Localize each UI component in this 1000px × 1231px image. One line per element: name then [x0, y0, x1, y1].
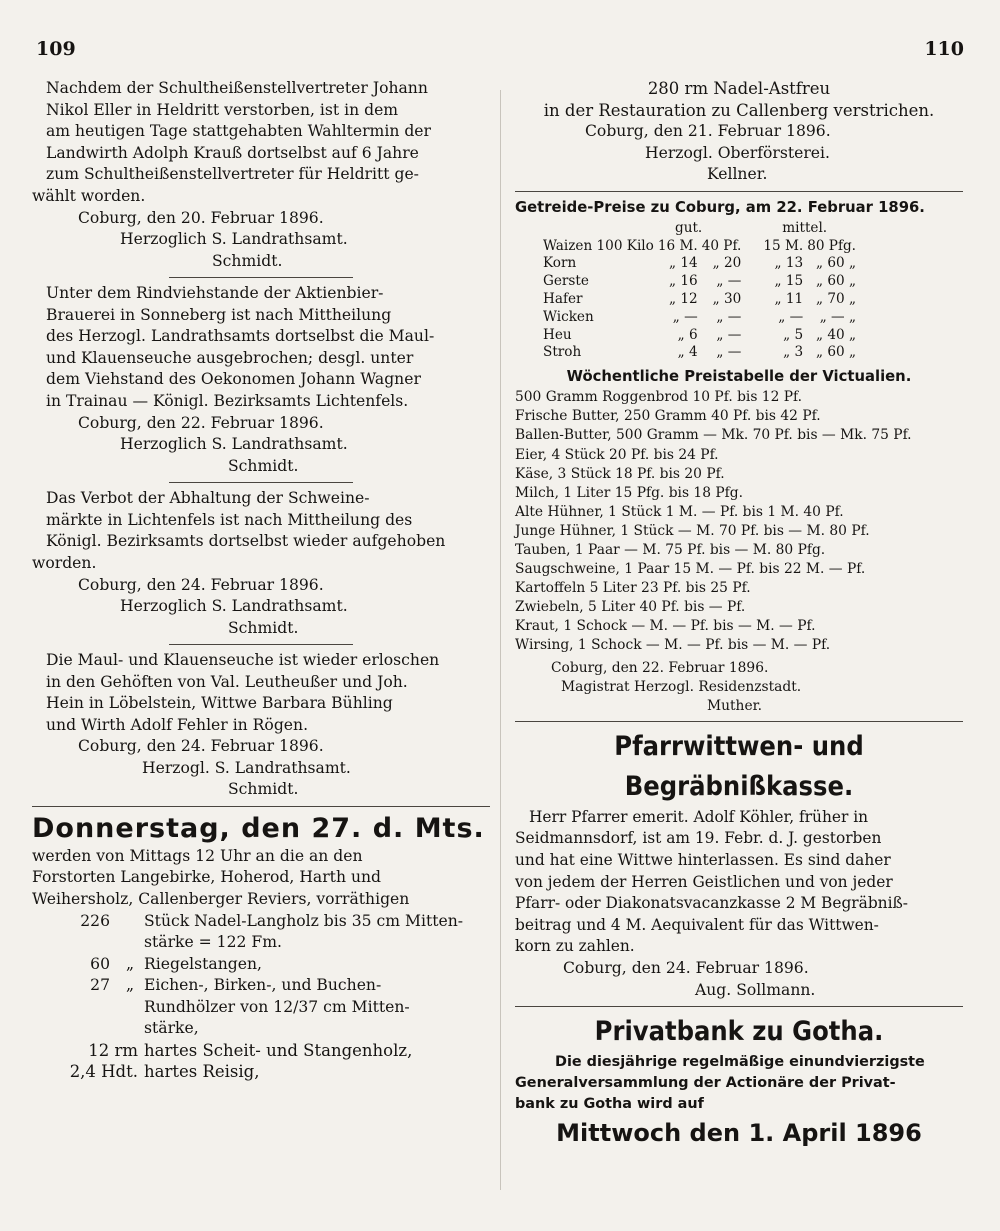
right-column: [515, 78, 963, 1149]
table-row: [543, 327, 860, 345]
lot-mark: „: [125, 954, 135, 973]
notice-office: Herzoglich S. Landrathsamt.: [120, 597, 348, 615]
lot-qty: [32, 997, 116, 1019]
text-line: Königl. Bezirksamts dortselbst wieder aufgehoben: [46, 532, 446, 551]
cell: „ —: [716, 326, 742, 343]
cell: Korn: [543, 255, 577, 272]
cell: 80 Pfg.: [807, 237, 857, 254]
table-row: [543, 273, 860, 291]
cell: „ —: [716, 273, 742, 290]
notice-signer: Schmidt.: [228, 618, 299, 637]
notice-signer: Schmidt.: [212, 251, 283, 270]
lot-text: hartes Reisig,: [144, 1062, 260, 1082]
notice-body: [32, 846, 490, 911]
text-line: Unter dem Rindviehstande der Aktienbier-: [46, 284, 384, 303]
lot-mark: „: [125, 976, 135, 995]
table-row: [543, 255, 860, 273]
column-divider: [500, 90, 501, 1190]
text-line: und Wirth Adolf Fehler in Rögen.: [46, 715, 309, 734]
lot-qty: [32, 1018, 116, 1040]
victualien-title: Wöchentliche Preistabelle der Victualien.: [566, 368, 912, 386]
cell: Gerste: [543, 273, 589, 290]
text-line: Hein in Löbelstein, Wittwe Barbara Bühling: [46, 694, 393, 713]
text-line: Das Verbot der Abhaltung der Schweine-: [46, 489, 370, 508]
text-line: bank zu Gotha wird auf: [515, 1096, 704, 1113]
cell: 15 M.: [763, 237, 804, 254]
text-line: Seidmannsdorf, ist am 19. Febr. d. J. gestorben: [515, 829, 882, 848]
text-line: Nachdem der Schultheißenstellvertreter Johann: [46, 79, 428, 97]
text-line: und hat eine Wittwe hinterlassen. Es sind daher: [515, 851, 891, 870]
divider: [169, 644, 352, 645]
list-item: Saugschweine, 1 Paar 15 M. — Pf. bis 22 M. — Pf.: [515, 561, 866, 578]
list-item: Tauben, 1 Paar — M. 75 Pf. bis — M. 80 Pfg.: [515, 542, 826, 559]
cell: „ —: [716, 308, 742, 325]
text-line: von jedem der Herren Geistlichen und von jeder: [515, 872, 893, 891]
lot-mark: [116, 932, 144, 954]
notice-pfarrwittwen: [515, 727, 963, 1001]
cell: „ 60 „: [815, 255, 857, 272]
notice-date: Coburg, den 20. Februar 1896.: [78, 208, 324, 227]
notice-office: Magistrat Herzogl. Residenzstadt.: [561, 678, 802, 695]
notice-signer: Kellner.: [707, 165, 768, 184]
lot-text: Riegelstangen,: [144, 954, 262, 973]
price-table: [543, 238, 860, 363]
notice-body: [515, 807, 963, 958]
notice-seuche: [32, 283, 490, 477]
lot-qty: [32, 932, 116, 954]
list-item: Eier, 4 Stück 20 Pf. bis 24 Pf.: [515, 446, 719, 463]
cell: „ 60 „: [815, 273, 857, 290]
notice-privatbank: [515, 1012, 963, 1149]
text-line: zum Schultheißenstellvertreter für Heldritt ge-: [46, 165, 419, 184]
cell: Wicken: [543, 308, 594, 325]
text-line: Generalversammlung der Actionäre der Privat-: [515, 1075, 896, 1092]
pfarr-headline: Pfarrwittwen- und Begräbnißkasse.: [614, 730, 864, 802]
cell: „ 20: [712, 255, 742, 272]
notice-date: Coburg, den 21. Februar 1896.: [585, 122, 831, 141]
cell: „ 15: [774, 273, 804, 290]
lot-text: Rundhölzer von 12/37 cm Mitten-: [144, 997, 410, 1016]
text-line: Landwirth Adolph Krauß dortselbst auf 6 Jahre: [46, 143, 419, 162]
cell: „ 3: [783, 344, 804, 361]
lot-text: stärke = 122 Fm.: [144, 933, 282, 952]
list-item: Ballen-Butter, 500 Gramm — Mk. 70 Pf. bis — Mk. 75 Pf.: [515, 427, 912, 444]
cell: „ —: [716, 344, 742, 361]
divider: [515, 191, 963, 192]
victualien-list: [515, 388, 963, 655]
cell: „ 30: [712, 291, 742, 308]
getreide-preise: [515, 197, 963, 363]
auction-headline: Donnerstag, den 27. d. Mts.: [32, 812, 485, 844]
list-item: Kartoffeln 5 Liter 23 Pf. bis 25 Pf.: [515, 580, 751, 597]
cell: „ 14: [669, 255, 698, 272]
notice-body: [32, 283, 490, 413]
cell: „ —: [778, 308, 804, 325]
price-table-title: Getreide-Preise zu Coburg, am 22. Februar 1896.: [515, 198, 925, 216]
table-row: [543, 309, 860, 327]
notice-office: Herzoglich S. Landrathsamt.: [120, 435, 348, 454]
cell: „ 70 „: [815, 291, 857, 308]
lot-text: hartes Scheit- und Stangenholz,: [144, 1040, 413, 1060]
cell: „ 5: [783, 326, 804, 343]
text-line: in den Gehöften von Val. Leutheußer und Joh.: [46, 672, 408, 691]
text-line: Forstorten Langebirke, Hoherod, Harth und: [32, 868, 382, 887]
divider: [515, 721, 963, 722]
notice-office: Herzogl. Oberförsterei.: [645, 143, 830, 162]
text-line: Weihersholz, Callenberger Reviers, vorräthigen: [32, 890, 410, 909]
cell: „ 4: [677, 344, 698, 361]
list-item: Zwiebeln, 5 Liter 40 Pf. bis — Pf.: [515, 599, 746, 616]
notice-schweinemaerkte: [32, 488, 490, 639]
meeting-date: Mittwoch den 1. April 1896: [556, 1119, 922, 1148]
list-item: Frische Butter, 250 Gramm 40 Pf. bis 42 Pf.: [515, 408, 821, 425]
notice-date: Coburg, den 24. Februar 1896.: [78, 737, 324, 756]
notice-office: Herzogl. S. Landrathsamt.: [142, 758, 351, 777]
divider: [169, 277, 352, 278]
text-line: korn zu zahlen.: [515, 937, 635, 956]
text-line: worden.: [32, 553, 97, 572]
notice-signer: Schmidt.: [228, 780, 299, 799]
list-item: Junge Hühner, 1 Stück — M. 70 Pf. bis — M. 80 Pf.: [515, 522, 870, 539]
text-line: in Trainau — Königl. Bezirksamts Lichtenfels.: [46, 392, 409, 411]
notice-erloschen: [32, 650, 490, 801]
text-line: Pfarr- oder Diakonatsvacanzkasse 2 M Begräbniß-: [515, 894, 909, 913]
lot-mark: [116, 1018, 144, 1040]
notice-holzversteigerung: [32, 812, 490, 1083]
cell: „ 40 „: [815, 326, 857, 343]
text-line: des Herzogl. Landrathsamts dortselbst die Maul-: [46, 327, 435, 346]
notice-body: [515, 78, 963, 121]
text-line: am heutigen Tage stattgehabten Wahltermin der: [46, 122, 431, 141]
text-line: Nikol Eller in Heldritt verstorben, ist in dem: [46, 100, 399, 119]
lot-mark: [116, 997, 144, 1019]
notice-astfreu: [515, 78, 963, 186]
cell: Heu: [543, 326, 572, 343]
cell: „ —: [672, 308, 698, 325]
column-label: mittel.: [782, 219, 828, 236]
lot-list-2: [32, 1040, 490, 1083]
lot-qty: 2,4 Hdt.: [69, 1062, 138, 1082]
text-line: in der Restauration zu Callenberg verstrichen.: [543, 100, 935, 120]
notice-body: [32, 650, 490, 736]
lot-qty: 27: [90, 976, 110, 995]
lot-text: Eichen-, Birken-, und Buchen-: [144, 976, 382, 995]
column-label: gut.: [675, 219, 703, 236]
cell: Stroh: [543, 344, 582, 361]
list-item: Alte Hühner, 1 Stück 1 M. — Pf. bis 1 M. 40 Pf.: [515, 503, 844, 520]
page-number-left: 109: [36, 38, 76, 60]
notice-date: Coburg, den 24. Februar 1896.: [78, 575, 324, 594]
notice-date: Coburg, den 22. Februar 1896.: [78, 413, 324, 432]
notice-date: Coburg, den 24. Februar 1896.: [563, 959, 809, 978]
table-row: [543, 291, 860, 309]
text-line: dem Viehstand des Oekonomen Johann Wagner: [46, 370, 421, 389]
notice-body: [32, 78, 490, 208]
lot-text: stärke,: [144, 1019, 199, 1038]
list-item: Milch, 1 Liter 15 Pfg. bis 18 Pfg.: [515, 484, 743, 501]
cell: „ 6: [677, 326, 698, 343]
notice-signer: Muther.: [707, 697, 763, 714]
price-table-header: [515, 219, 963, 238]
text-line: werden von Mittags 12 Uhr an die an den: [32, 846, 363, 865]
cell: „ 12: [669, 291, 698, 308]
cell: „ 13: [774, 255, 804, 272]
cell: 40 Pf.: [701, 237, 742, 254]
cell: „ — „: [819, 308, 857, 325]
table-row: [543, 344, 860, 362]
text-line: Brauerei in Sonneberg ist nach Mittheilung: [46, 305, 392, 324]
left-column: [32, 78, 490, 1083]
text-line: Die Maul- und Klauenseuche ist wieder erloschen: [46, 651, 440, 669]
text-line: märkte in Lichtenfels ist nach Mittheilung des: [46, 510, 413, 529]
victualien-preise: [515, 366, 963, 716]
lot-qty: 12 rm: [88, 1040, 138, 1060]
divider: [32, 806, 490, 807]
lot-text: Stück Nadel-Langholz bis 35 cm Mitten-: [144, 911, 464, 930]
lot-list: [32, 911, 490, 1040]
cell: „ 11: [774, 291, 804, 308]
table-row: [543, 238, 860, 256]
notice-body: [32, 488, 490, 574]
text-line: 280 rm Nadel-Astfreu: [647, 79, 831, 98]
cell: „ 60 „: [815, 344, 857, 361]
notice-date: Coburg, den 22. Februar 1896.: [551, 659, 769, 676]
notice-signer: Aug. Sollmann.: [695, 980, 816, 999]
cell: „ 16: [669, 273, 698, 290]
text-line: Herr Pfarrer emerit. Adolf Köhler, früher in: [529, 807, 869, 826]
page-number-right: 110: [924, 38, 964, 60]
cell: Hafer: [543, 291, 583, 308]
divider: [169, 482, 352, 483]
lot-qty: 226: [80, 911, 110, 930]
cell: 16 M.: [657, 237, 698, 254]
divider: [515, 1006, 963, 1007]
text-line: Die diesjährige regelmäßige einundvierzigste: [555, 1054, 925, 1071]
text-line: beitrag und 4 M. Aequivalent für das Wittwen-: [515, 915, 879, 934]
cell: Waizen 100 Kilo: [543, 237, 654, 254]
lot-qty: 60: [90, 954, 110, 973]
list-item: 500 Gramm Roggenbrod 10 Pf. bis 12 Pf.: [515, 389, 803, 406]
notice-schultheiss: [32, 78, 490, 272]
text-line: wählt worden.: [32, 186, 146, 205]
list-item: Kraut, 1 Schock — M. — Pf. bis — M. — Pf.: [515, 618, 816, 635]
list-item: Käse, 3 Stück 18 Pf. bis 20 Pf.: [515, 465, 725, 482]
bank-headline: Privatbank zu Gotha.: [594, 1016, 884, 1048]
list-item: Wirsing, 1 Schock — M. — Pf. bis — M. — Pf.: [515, 637, 831, 654]
notice-body: [515, 1052, 963, 1115]
notice-office: Herzoglich S. Landrathsamt.: [120, 230, 348, 249]
text-line: und Klauenseuche ausgebrochen; desgl. unter: [46, 348, 414, 367]
notice-signer: Schmidt.: [228, 456, 299, 475]
lot-mark: [116, 911, 144, 933]
